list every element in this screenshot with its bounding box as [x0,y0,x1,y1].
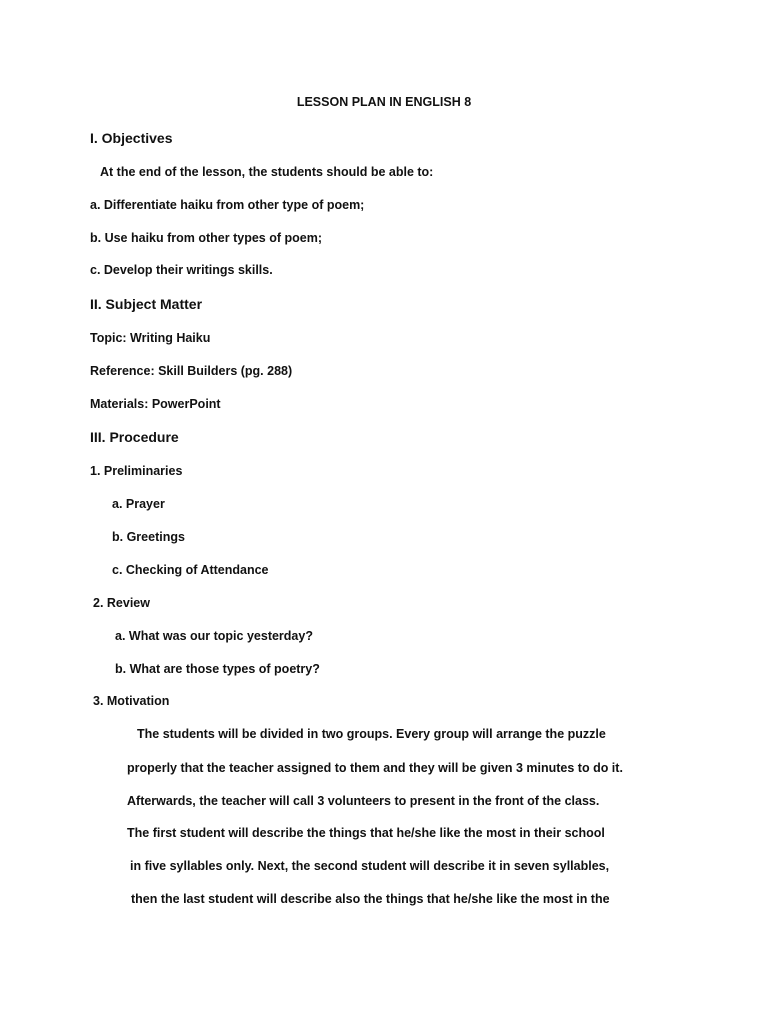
preliminaries-item: c. Checking of Attendance [112,563,269,577]
preliminaries-item: a. Prayer [112,497,165,511]
topic-line: Topic: Writing Haiku [90,331,211,345]
motivation-line: properly that the teacher assigned to them and they will be given 3 minutes to do it. [127,761,623,775]
motivation-line: in five syllables only. Next, the second student will describe it in seven syllables, [130,859,610,873]
objectives-heading: I. Objectives [90,130,173,146]
materials-line: Materials: PowerPoint [90,397,221,411]
subject-matter-heading: II. Subject Matter [90,296,203,312]
review-item: b. What are those types of poetry? [115,662,320,676]
review-item: a. What was our topic yesterday? [115,629,313,643]
objective-item: c. Develop their writings skills. [90,263,273,277]
document-title: LESSON PLAN IN ENGLISH 8 [296,95,472,109]
motivation-line: The students will be divided in two groups. Every group will arrange the puzzle [137,727,606,741]
preliminaries-label: 1. Preliminaries [90,464,183,478]
motivation-label: 3. Motivation [93,694,170,708]
motivation-line: Afterwards, the teacher will call 3 volunteers to present in the front of the class. [127,794,600,808]
objective-item: b. Use haiku from other types of poem; [90,231,322,245]
review-label: 2. Review [93,596,150,610]
objective-item: a. Differentiate haiku from other type of poem; [90,198,365,212]
procedure-heading: III. Procedure [90,429,179,445]
motivation-line: then the last student will describe also the things that he/she like the most in the [131,892,610,906]
motivation-line: The first student will describe the things that he/she like the most in their school [127,826,605,840]
objectives-intro: At the end of the lesson, the students should be able to: [100,165,434,179]
preliminaries-item: b. Greetings [112,530,185,544]
reference-line: Reference: Skill Builders (pg. 288) [90,364,293,378]
